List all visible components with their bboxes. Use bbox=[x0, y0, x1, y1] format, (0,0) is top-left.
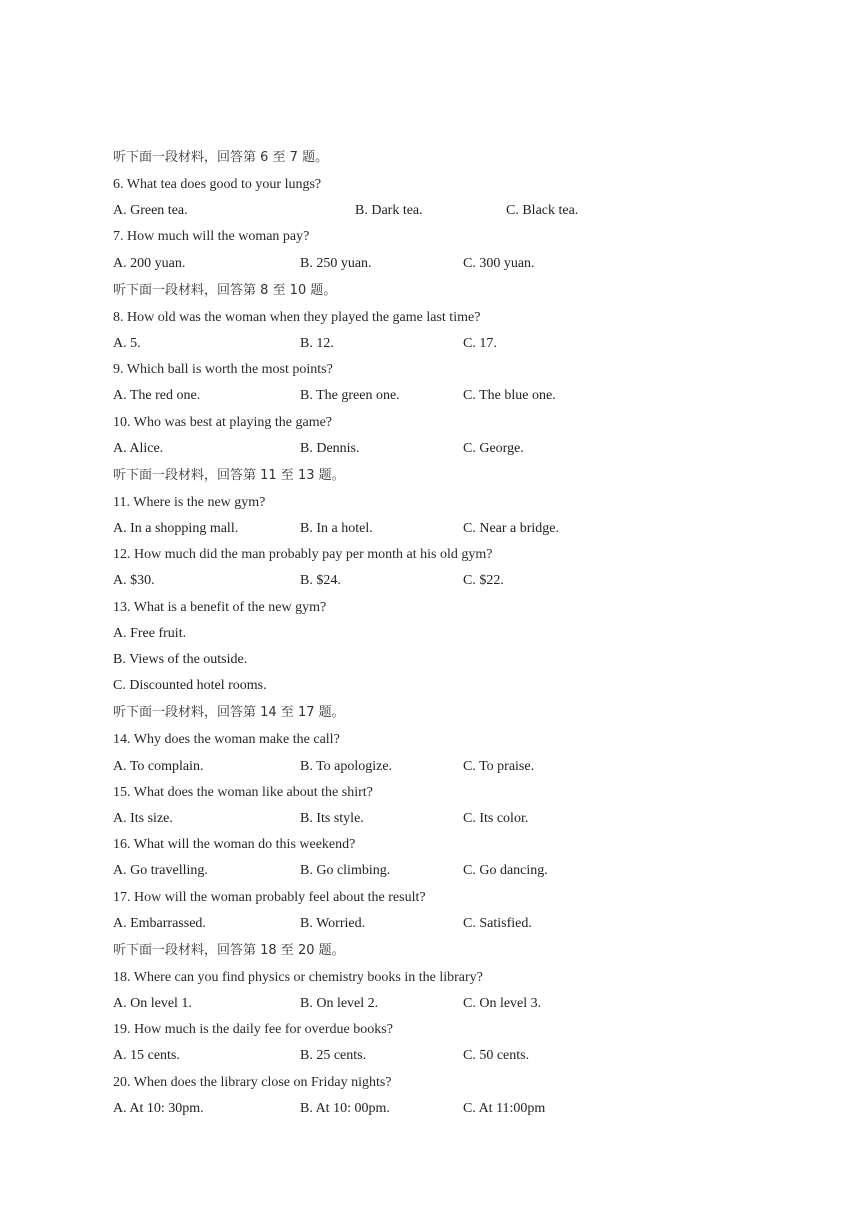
option-b: B. Views of the outside. bbox=[113, 652, 248, 667]
option-c: C. Go dancing. bbox=[463, 863, 548, 879]
option-b: B. Worried. bbox=[300, 915, 366, 931]
option-b: B. On level 2. bbox=[300, 996, 379, 1012]
option-b: B. In a hotel. bbox=[300, 521, 373, 537]
options-row-11 bbox=[113, 516, 773, 542]
option-c: C. George. bbox=[463, 440, 524, 456]
section-heading: 听下面一段材料，回答第 8 至 10 题。 bbox=[113, 282, 337, 298]
question-16: 16. What will the woman do this weekend? bbox=[113, 837, 356, 853]
option-c: C. Satisfied. bbox=[463, 915, 532, 931]
options-row-9 bbox=[113, 383, 773, 409]
option-a: A. Its size. bbox=[113, 810, 173, 826]
option-a: A. 200 yuan. bbox=[113, 255, 186, 271]
option-b: B. 25 cents. bbox=[300, 1048, 367, 1064]
section-heading: 听下面一段材料，回答第 11 至 13 题。 bbox=[113, 467, 345, 483]
options-row-20 bbox=[113, 1096, 773, 1122]
option-a: A. To complain. bbox=[113, 758, 204, 774]
options-row-17 bbox=[113, 911, 773, 937]
options-row-12 bbox=[113, 568, 773, 594]
option-a: A. Embarrassed. bbox=[113, 915, 206, 931]
option-b: B. At 10: 00pm. bbox=[300, 1100, 390, 1116]
question-12: 12. How much did the man probably pay per month at his old gym? bbox=[113, 547, 493, 563]
option-c: C. $22. bbox=[463, 573, 504, 589]
option-b: B. Dennis. bbox=[300, 440, 360, 456]
option-c: C. The blue one. bbox=[463, 388, 556, 404]
option-b: B. $24. bbox=[300, 573, 341, 589]
option-b: B. To apologize. bbox=[300, 758, 393, 774]
question-18: 18. Where can you find physics or chemistry books in the library? bbox=[113, 969, 483, 985]
options-row-10 bbox=[113, 436, 773, 462]
question-15: 15. What does the woman like about the shirt? bbox=[113, 784, 373, 800]
option-b: B. 12. bbox=[300, 335, 334, 351]
options-row-18 bbox=[113, 991, 773, 1017]
question-7: 7. How much will the woman pay? bbox=[113, 229, 310, 245]
option-b: B. Its style. bbox=[300, 810, 364, 826]
question-13: 13. What is a benefit of the new gym? bbox=[113, 599, 327, 615]
option-a: A. 5. bbox=[113, 335, 141, 351]
question-19: 19. How much is the daily fee for overdue books? bbox=[113, 1022, 393, 1038]
question-17: 17. How will the woman probably feel about the result? bbox=[113, 889, 426, 905]
question-6: 6. What tea does good to your lungs? bbox=[113, 177, 322, 192]
option-a: A. Green tea. bbox=[113, 203, 188, 219]
option-c: C. Discounted hotel rooms. bbox=[113, 678, 267, 694]
option-a: A. $30. bbox=[113, 573, 155, 589]
section-heading: 听下面一段材料，回答第 18 至 20 题。 bbox=[113, 942, 345, 958]
option-b: B. Go climbing. bbox=[300, 863, 391, 879]
option-c: C. 50 cents. bbox=[463, 1048, 530, 1064]
question-14: 14. Why does the woman make the call? bbox=[113, 732, 340, 748]
option-c: C. Its color. bbox=[463, 810, 529, 826]
option-c: C. Near a bridge. bbox=[463, 521, 560, 537]
options-row-19 bbox=[113, 1043, 773, 1069]
option-c: C. On level 3. bbox=[463, 996, 542, 1012]
options-row-8 bbox=[113, 331, 773, 357]
option-c: C. Black tea. bbox=[506, 203, 579, 219]
section-heading: 听下面一段材料，回答第 6 至 7 题。 bbox=[113, 150, 329, 165]
options-row-15 bbox=[113, 806, 773, 832]
question-10: 10. Who was best at playing the game? bbox=[113, 414, 333, 430]
question-9: 9. Which ball is worth the most points? bbox=[113, 362, 333, 378]
exam-page bbox=[113, 144, 773, 1122]
option-b: B. Dark tea. bbox=[355, 203, 423, 219]
option-c: C. At 11:00pm bbox=[463, 1100, 546, 1116]
options-row-7 bbox=[113, 251, 773, 277]
options-row-6 bbox=[113, 198, 773, 224]
option-a: A. Free fruit. bbox=[113, 625, 187, 641]
option-a: A. In a shopping mall. bbox=[113, 521, 239, 537]
option-b: B. 250 yuan. bbox=[300, 255, 372, 271]
option-a: A. Go travelling. bbox=[113, 863, 208, 879]
question-20: 20. When does the library close on Friday nights? bbox=[113, 1074, 392, 1090]
option-a: A. Alice. bbox=[113, 440, 164, 456]
option-a: A. At 10: 30pm. bbox=[113, 1100, 204, 1116]
option-a: A. The red one. bbox=[113, 388, 201, 404]
options-row-16 bbox=[113, 858, 773, 884]
question-8: 8. How old was the woman when they played the game last time? bbox=[113, 309, 481, 325]
option-c: C. To praise. bbox=[463, 758, 535, 774]
option-b: B. The green one. bbox=[300, 388, 400, 404]
option-a: A. 15 cents. bbox=[113, 1048, 180, 1064]
options-row-14 bbox=[113, 754, 773, 780]
question-11: 11. Where is the new gym? bbox=[113, 494, 266, 510]
option-c: C. 300 yuan. bbox=[463, 255, 535, 271]
option-c: C. 17. bbox=[463, 335, 497, 351]
section-heading: 听下面一段材料，回答第 14 至 17 题。 bbox=[113, 705, 345, 721]
option-a: A. On level 1. bbox=[113, 996, 192, 1012]
